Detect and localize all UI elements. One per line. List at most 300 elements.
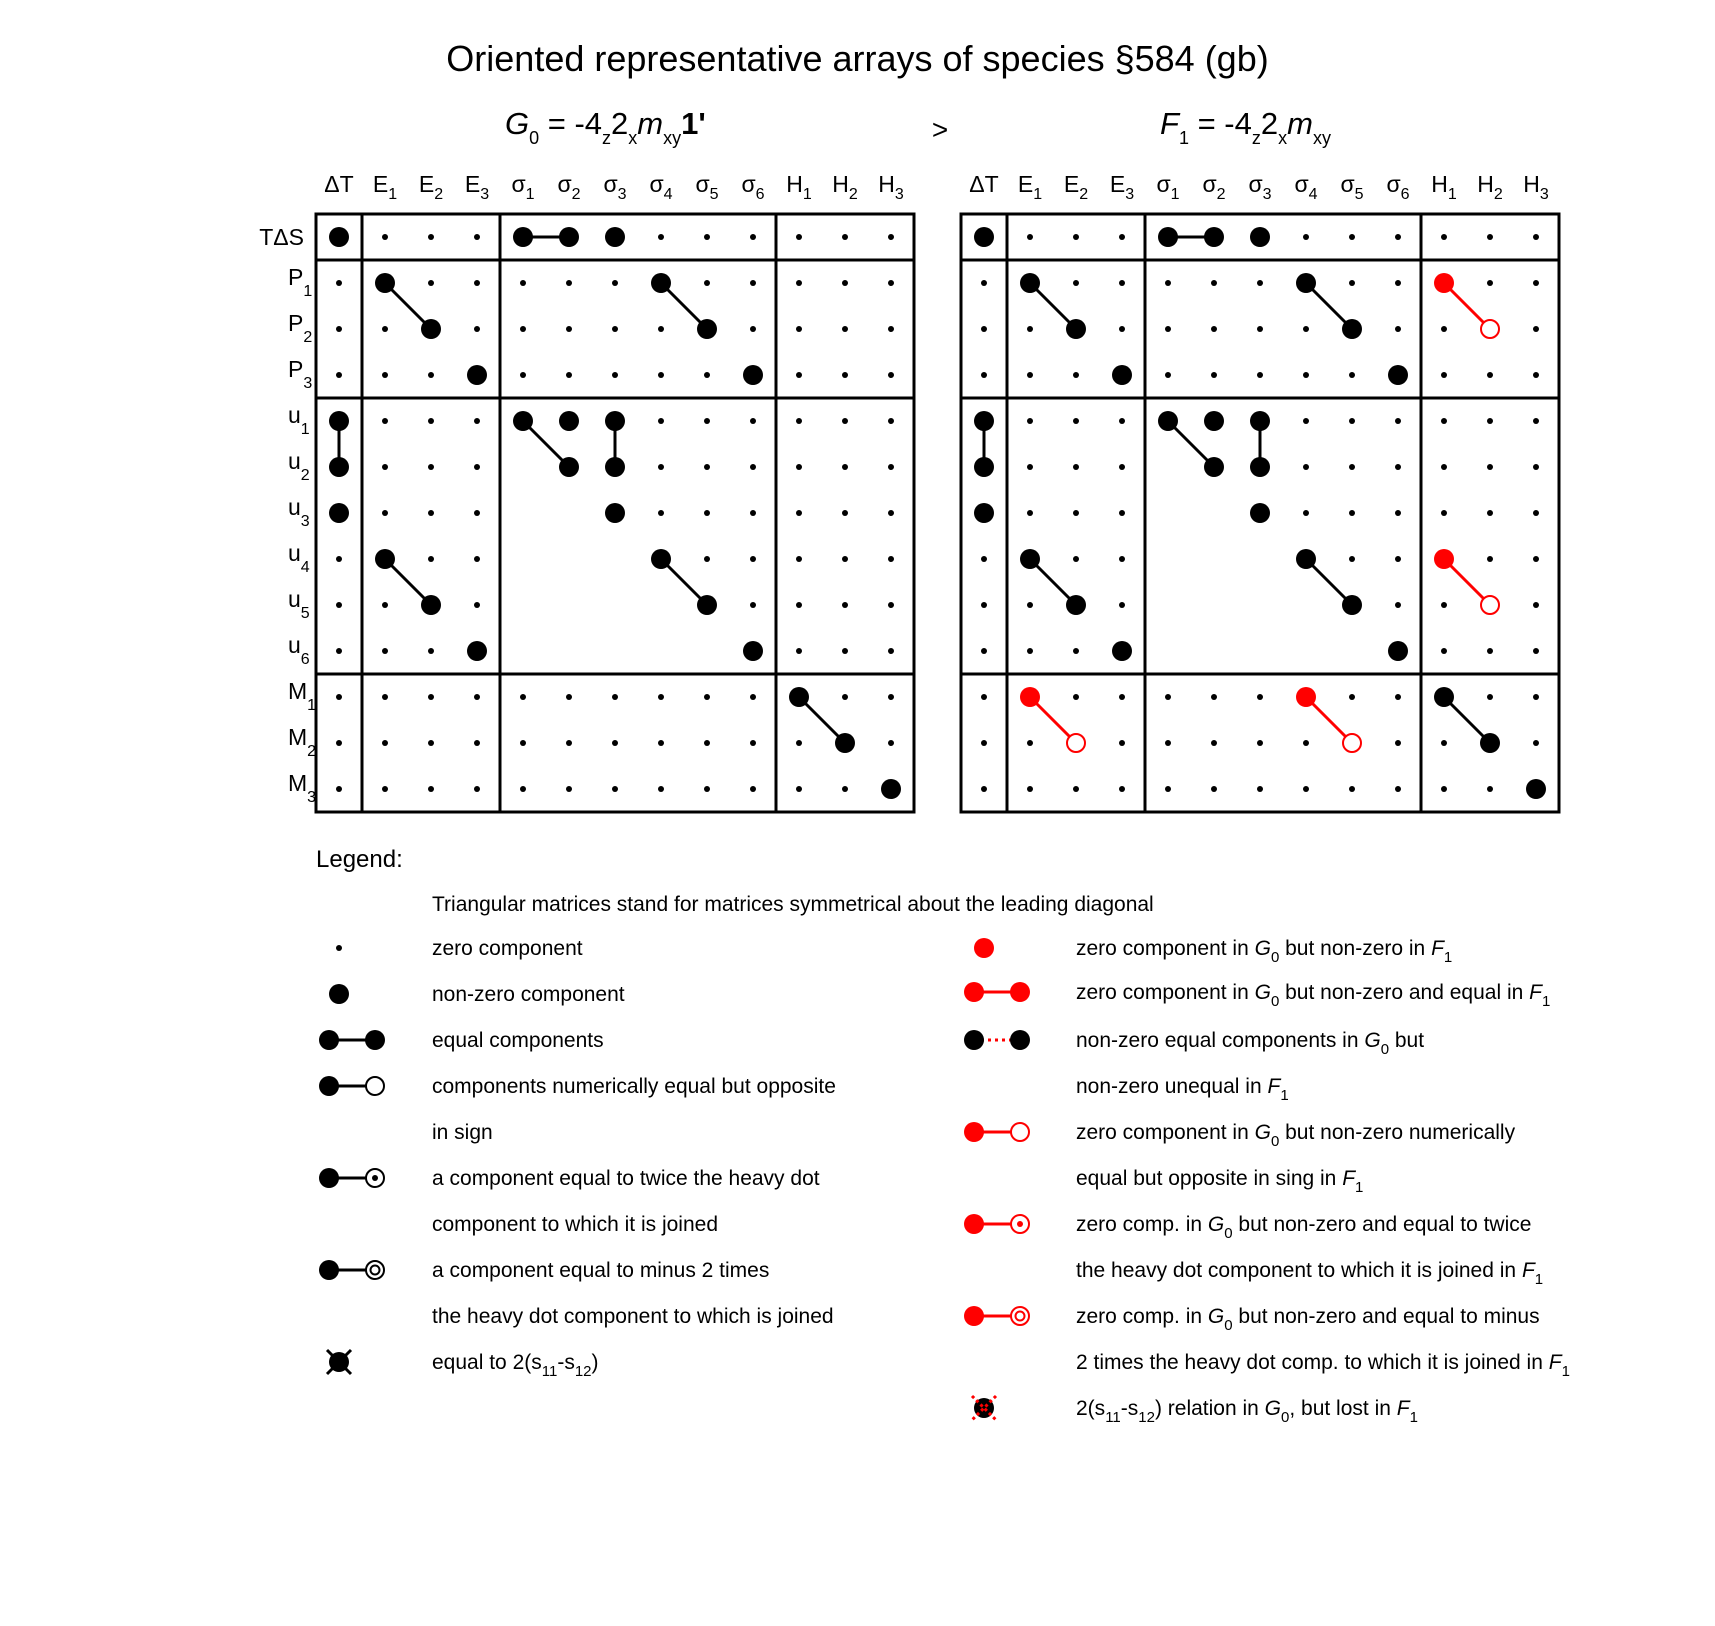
legend-text: equal to $2(s_{11}-s_{12})$ — [432, 1351, 599, 1380]
zero-component — [382, 326, 388, 332]
legend-text: in sign — [432, 1121, 493, 1144]
row-label: $u_6$ — [288, 632, 310, 668]
zero-component — [704, 234, 710, 240]
nonzero-component — [375, 273, 395, 293]
zero-component — [612, 786, 618, 792]
red-component — [1434, 549, 1454, 569]
zero-component — [796, 786, 802, 792]
zero-component — [428, 464, 434, 470]
zero-component — [796, 740, 802, 746]
zero-component — [1395, 510, 1401, 516]
zero-component — [612, 372, 618, 378]
zero-component — [1119, 556, 1125, 562]
nonzero-component — [1434, 687, 1454, 707]
zero-component — [1303, 372, 1309, 378]
col-header: $\sigma_1$ — [511, 171, 535, 203]
zero-component — [336, 694, 342, 700]
zero-component — [981, 786, 987, 792]
zero-component — [1303, 464, 1309, 470]
legend-text: a component equal to minus 2 times — [432, 1259, 770, 1282]
nonzero-component — [743, 365, 763, 385]
zero-component — [842, 280, 848, 286]
zero-component — [428, 234, 434, 240]
zero-component — [336, 280, 342, 286]
col-header: $E_2$ — [418, 171, 444, 203]
col-header: $\sigma_6$ — [1386, 171, 1410, 203]
nonzero-component — [697, 595, 717, 615]
zero-component — [1119, 464, 1125, 470]
nonzero-component — [329, 457, 349, 477]
zero-component — [1395, 786, 1401, 792]
zero-component — [1533, 234, 1539, 240]
zero-component — [658, 418, 664, 424]
zero-component — [1119, 786, 1125, 792]
nonzero-component — [974, 227, 994, 247]
nonzero-component — [1250, 503, 1270, 523]
zero-component — [842, 510, 848, 516]
nonzero-component — [974, 457, 994, 477]
zero-component — [1027, 602, 1033, 608]
zero-component — [981, 280, 987, 286]
zero-component — [888, 418, 894, 424]
col-header: $\sigma_2$ — [557, 171, 581, 203]
zero-component — [658, 464, 664, 470]
row-label: $u_4$ — [288, 540, 310, 576]
nonzero-component — [1388, 365, 1408, 385]
zero-component — [888, 234, 894, 240]
zero-component — [1395, 464, 1401, 470]
legend-text: equal components — [432, 1029, 604, 1052]
zero-component — [1533, 694, 1539, 700]
zero-component — [750, 602, 756, 608]
zero-component — [336, 326, 342, 332]
col-header: $H_3$ — [1523, 171, 1549, 203]
zero-component — [1533, 740, 1539, 746]
zero-component — [981, 602, 987, 608]
zero-component — [796, 372, 802, 378]
row-label: $u_2$ — [288, 448, 310, 484]
zero-component — [1487, 786, 1493, 792]
zero-component — [658, 694, 664, 700]
zero-component — [428, 280, 434, 286]
group-title-f: $F_1 = -4_z2_xm_{xy}$ — [1160, 106, 1331, 148]
zero-component — [1349, 234, 1355, 240]
red-component — [1296, 687, 1316, 707]
col-header: $\sigma_4$ — [1294, 171, 1318, 203]
legend-text: component to which it is joined — [432, 1213, 718, 1236]
zero-component — [981, 372, 987, 378]
zero-component — [1211, 372, 1217, 378]
zero-component — [1349, 280, 1355, 286]
zero-component — [382, 740, 388, 746]
zero-component — [474, 418, 480, 424]
zero-component — [842, 556, 848, 562]
zero-component — [1303, 786, 1309, 792]
zero-component — [750, 694, 756, 700]
zero-component — [1257, 694, 1263, 700]
zero-component — [1487, 234, 1493, 240]
zero-component — [1441, 602, 1447, 608]
zero-component — [1027, 372, 1033, 378]
zero-component — [842, 786, 848, 792]
zero-component — [1165, 694, 1171, 700]
legend-text: zero component in $G_0$ but non-zero in $F_1$ — [1076, 937, 1453, 966]
zero-component — [428, 694, 434, 700]
zero-component — [842, 234, 848, 240]
red-opposite-component — [1481, 320, 1499, 338]
zero-component — [1211, 786, 1217, 792]
red-opposite-component — [1481, 596, 1499, 614]
zero-component — [1073, 556, 1079, 562]
nonzero-component — [605, 503, 625, 523]
zero-component — [1349, 464, 1355, 470]
zero-component — [1119, 418, 1125, 424]
zero-component — [1487, 648, 1493, 654]
zero-component — [750, 326, 756, 332]
nonzero-component — [1066, 595, 1086, 615]
zero-component — [428, 418, 434, 424]
zero-component — [842, 648, 848, 654]
zero-component — [1533, 326, 1539, 332]
zero-component — [1119, 740, 1125, 746]
zero-component — [1119, 234, 1125, 240]
col-header: ΔT — [324, 171, 354, 197]
nonzero-component — [789, 687, 809, 707]
zero-component — [888, 280, 894, 286]
zero-component — [704, 418, 710, 424]
zero-component — [704, 464, 710, 470]
zero-component — [336, 648, 342, 654]
legend-zero-icon — [336, 945, 342, 951]
zero-component — [1487, 694, 1493, 700]
zero-component — [981, 326, 987, 332]
legend-text: non-zero equal components in $G_0$ but — [1076, 1029, 1425, 1058]
nonzero-component — [605, 411, 625, 431]
zero-component — [382, 786, 388, 792]
zero-component — [382, 602, 388, 608]
zero-component — [1349, 372, 1355, 378]
zero-component — [796, 418, 802, 424]
zero-component — [1119, 510, 1125, 516]
page-title: Oriented representative arrays of species §584 (gb) — [446, 38, 1269, 79]
col-header: $E_3$ — [1109, 171, 1135, 203]
nonzero-component — [513, 227, 533, 247]
legend-text: non-zero component — [432, 983, 625, 1006]
zero-component — [1165, 372, 1171, 378]
zero-component — [382, 510, 388, 516]
zero-component — [704, 280, 710, 286]
zero-component — [888, 740, 894, 746]
zero-component — [474, 602, 480, 608]
zero-component — [796, 280, 802, 286]
zero-component — [981, 740, 987, 746]
zero-component — [750, 234, 756, 240]
nonzero-component — [1112, 641, 1132, 661]
zero-component — [520, 740, 526, 746]
nonzero-component — [375, 549, 395, 569]
zero-component — [1165, 786, 1171, 792]
zero-component — [612, 740, 618, 746]
zero-component — [1349, 510, 1355, 516]
zero-component — [1441, 786, 1447, 792]
zero-component — [1395, 556, 1401, 562]
nonzero-component — [1296, 549, 1316, 569]
zero-component — [796, 234, 802, 240]
zero-component — [1073, 418, 1079, 424]
nonzero-component — [1066, 319, 1086, 339]
nonzero-component — [1526, 779, 1546, 799]
zero-component — [1441, 234, 1447, 240]
zero-component — [336, 372, 342, 378]
zero-component — [520, 326, 526, 332]
zero-component — [658, 326, 664, 332]
zero-component — [336, 786, 342, 792]
zero-component — [888, 602, 894, 608]
zero-component — [382, 418, 388, 424]
zero-component — [1027, 326, 1033, 332]
zero-component — [1487, 418, 1493, 424]
zero-component — [1533, 602, 1539, 608]
zero-component — [1441, 510, 1447, 516]
legend-text: 2 times the heavy dot comp. to which it is joined in $F_1$ — [1076, 1351, 1570, 1380]
nonzero-component — [1204, 457, 1224, 477]
zero-component — [1165, 740, 1171, 746]
zero-component — [888, 694, 894, 700]
zero-component — [842, 694, 848, 700]
legend-note: Triangular matrices stand for matrices symmetrical about the leading diagonal — [432, 893, 1154, 916]
legend-text: zero component in $G_0$ but non-zero and equal in $F_1$ — [1076, 981, 1551, 1010]
zero-component — [1303, 326, 1309, 332]
zero-component — [1073, 694, 1079, 700]
zero-component — [1533, 280, 1539, 286]
row-label: $P_3$ — [288, 356, 313, 392]
row-label: $P_2$ — [288, 310, 313, 346]
nonzero-component — [329, 411, 349, 431]
col-header: $\sigma_4$ — [649, 171, 673, 203]
zero-component — [336, 740, 342, 746]
zero-component — [1073, 464, 1079, 470]
zero-component — [1395, 326, 1401, 332]
zero-component — [1257, 786, 1263, 792]
zero-component — [750, 510, 756, 516]
nonzero-component — [513, 411, 533, 431]
zero-component — [1441, 326, 1447, 332]
nonzero-component — [329, 503, 349, 523]
zero-component — [566, 694, 572, 700]
zero-component — [1533, 418, 1539, 424]
zero-component — [888, 556, 894, 562]
zero-component — [382, 694, 388, 700]
zero-component — [1119, 694, 1125, 700]
legend-text: $2(s_{11}-s_{12})$ relation in $G_0$, but lost in $F_1$ — [1076, 1397, 1418, 1426]
zero-component — [1441, 464, 1447, 470]
nonzero-component — [559, 411, 579, 431]
nonzero-component — [467, 641, 487, 661]
zero-component — [428, 372, 434, 378]
col-header: $H_1$ — [786, 171, 812, 203]
zero-component — [612, 326, 618, 332]
nonzero-component — [651, 549, 671, 569]
zero-component — [520, 786, 526, 792]
zero-component — [750, 464, 756, 470]
col-header: $H_2$ — [832, 171, 858, 203]
zero-component — [1395, 602, 1401, 608]
nonzero-component — [835, 733, 855, 753]
legend-text: a component equal to twice the heavy dot — [432, 1167, 820, 1190]
zero-component — [1211, 280, 1217, 286]
zero-component — [566, 372, 572, 378]
zero-component — [474, 234, 480, 240]
zero-component — [1303, 234, 1309, 240]
zero-component — [1395, 234, 1401, 240]
zero-component — [1211, 740, 1217, 746]
zero-component — [428, 556, 434, 562]
zero-component — [1349, 694, 1355, 700]
zero-component — [1487, 556, 1493, 562]
legend-text: non-zero unequal in $F_1$ — [1076, 1075, 1289, 1104]
red-opposite-component — [1343, 734, 1361, 752]
nonzero-component — [467, 365, 487, 385]
zero-component — [612, 280, 618, 286]
nonzero-component — [743, 641, 763, 661]
zero-component — [566, 280, 572, 286]
row-label: $M_1$ — [288, 678, 317, 714]
zero-component — [1257, 740, 1263, 746]
zero-component — [612, 694, 618, 700]
zero-component — [1441, 740, 1447, 746]
zero-component — [658, 786, 664, 792]
nonzero-component — [651, 273, 671, 293]
zero-component — [520, 694, 526, 700]
zero-component — [382, 234, 388, 240]
col-header: $E_1$ — [1017, 171, 1043, 203]
nonzero-component — [559, 227, 579, 247]
zero-component — [888, 648, 894, 654]
zero-component — [382, 464, 388, 470]
nonzero-component — [1342, 595, 1362, 615]
col-header: $\sigma_3$ — [1248, 171, 1272, 203]
col-header: $\sigma_1$ — [1156, 171, 1180, 203]
zero-component — [704, 740, 710, 746]
zero-component — [750, 418, 756, 424]
red-component — [1020, 687, 1040, 707]
zero-component — [1395, 740, 1401, 746]
zero-component — [658, 372, 664, 378]
legend-dot-icon — [974, 938, 994, 958]
zero-component — [750, 786, 756, 792]
zero-component — [1165, 326, 1171, 332]
group-title-g: $G_0 = -4_z2_xm_{xy}1'$ — [505, 106, 706, 148]
zero-component — [1487, 280, 1493, 286]
zero-component — [842, 418, 848, 424]
legend-text: equal but opposite in sing in $F_1$ — [1076, 1167, 1364, 1196]
zero-component — [658, 234, 664, 240]
col-header: $E_1$ — [372, 171, 398, 203]
nonzero-component — [1158, 227, 1178, 247]
row-label: TΔS — [259, 224, 304, 250]
zero-component — [1165, 280, 1171, 286]
col-header: $E_2$ — [1063, 171, 1089, 203]
zero-component — [428, 786, 434, 792]
zero-component — [1027, 786, 1033, 792]
zero-component — [1533, 372, 1539, 378]
legend-text: zero comp. in $G_0$ but non-zero and equal to twice — [1076, 1213, 1532, 1242]
nonzero-component — [1342, 319, 1362, 339]
zero-component — [750, 556, 756, 562]
zero-component — [382, 372, 388, 378]
zero-component — [474, 510, 480, 516]
zero-component — [796, 464, 802, 470]
zero-component — [658, 740, 664, 746]
red-component — [1434, 273, 1454, 293]
col-header: $\sigma_5$ — [1340, 171, 1364, 203]
row-label: $u_5$ — [288, 586, 310, 622]
zero-component — [1441, 418, 1447, 424]
zero-component — [1487, 510, 1493, 516]
nonzero-component — [1250, 411, 1270, 431]
nonzero-component — [421, 595, 441, 615]
zero-component — [336, 556, 342, 562]
col-header: $H_2$ — [1477, 171, 1503, 203]
zero-component — [796, 602, 802, 608]
zero-component — [1395, 280, 1401, 286]
zero-component — [750, 740, 756, 746]
zero-component — [520, 372, 526, 378]
col-header: $\sigma_2$ — [1202, 171, 1226, 203]
arrow-symbol: > — [931, 114, 949, 145]
col-header: ΔT — [969, 171, 999, 197]
zero-component — [566, 786, 572, 792]
zero-component — [704, 694, 710, 700]
nonzero-component — [1020, 273, 1040, 293]
zero-component — [888, 464, 894, 470]
zero-component — [1073, 372, 1079, 378]
col-header: $\sigma_6$ — [741, 171, 765, 203]
zero-component — [1027, 418, 1033, 424]
zero-component — [981, 648, 987, 654]
zero-component — [750, 280, 756, 286]
nonzero-component — [605, 227, 625, 247]
zero-component — [474, 556, 480, 562]
zero-component — [1533, 510, 1539, 516]
zero-component — [1027, 234, 1033, 240]
zero-component — [1533, 464, 1539, 470]
zero-component — [981, 694, 987, 700]
zero-component — [1349, 418, 1355, 424]
legend-text: the heavy dot component to which is joined — [432, 1305, 834, 1328]
nonzero-component — [1296, 273, 1316, 293]
nonzero-component — [421, 319, 441, 339]
nonzero-component — [1250, 457, 1270, 477]
zero-component — [1395, 694, 1401, 700]
zero-component — [382, 648, 388, 654]
col-header: $H_3$ — [878, 171, 904, 203]
red-opposite-component — [1067, 734, 1085, 752]
zero-component — [1441, 372, 1447, 378]
nonzero-component — [1388, 641, 1408, 661]
zero-component — [1073, 234, 1079, 240]
legend-text: zero component — [432, 937, 583, 960]
zero-component — [1027, 510, 1033, 516]
legend-dot-icon — [329, 984, 349, 1004]
nonzero-component — [697, 319, 717, 339]
zero-component — [1395, 418, 1401, 424]
zero-component — [888, 510, 894, 516]
zero-component — [796, 510, 802, 516]
zero-component — [981, 556, 987, 562]
zero-component — [796, 556, 802, 562]
nonzero-component — [974, 503, 994, 523]
